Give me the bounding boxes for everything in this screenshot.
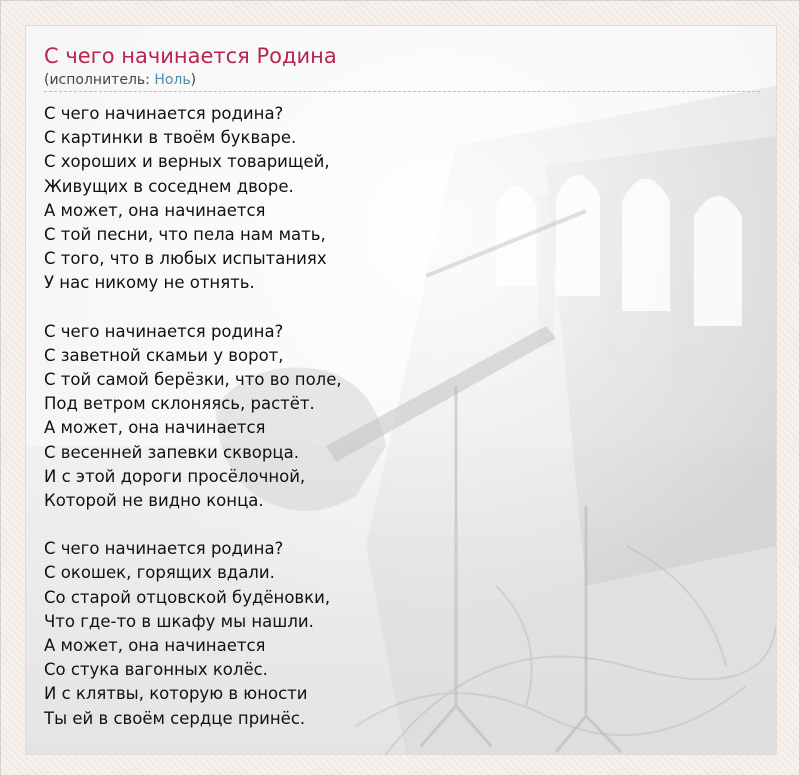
lyrics-card bbox=[25, 25, 777, 755]
performer-line bbox=[44, 72, 196, 88]
lyric-line: Что где-то в шкафу мы нашли. bbox=[44, 611, 314, 631]
stanza-1 bbox=[44, 102, 744, 296]
lyric-line: С того, что в любых испытаниях bbox=[44, 249, 327, 269]
lyric-line: С чего начинается родина? bbox=[44, 321, 284, 341]
performer-prefix: (исполнитель: bbox=[44, 72, 155, 88]
stanza-2 bbox=[44, 320, 744, 514]
lyric-line: Со стука вагонных колёс. bbox=[44, 660, 268, 680]
title-divider bbox=[44, 91, 760, 92]
stanza-3 bbox=[44, 537, 744, 731]
lyric-line: С картинки в твоём букваре. bbox=[44, 128, 297, 148]
lyric-line: С весенней запевки скворца. bbox=[44, 442, 299, 462]
lyric-line: С чего начинается родина? bbox=[44, 539, 284, 559]
lyric-line: С окошек, горящих вдали. bbox=[44, 563, 275, 583]
lyric-line: Под ветром склоняясь, растёт. bbox=[44, 394, 315, 414]
performer-link[interactable]: Ноль bbox=[154, 72, 191, 88]
lyric-line: И с этой дороги просёлочной, bbox=[44, 466, 306, 486]
lyric-line: А может, она начинается bbox=[44, 418, 266, 438]
lyric-line: Ты ей в своём сердце принёс. bbox=[44, 708, 306, 728]
lyric-line: А может, она начинается bbox=[44, 636, 266, 656]
lyric-line: С заветной скамьи у ворот, bbox=[44, 345, 284, 365]
performer-suffix: ) bbox=[190, 72, 197, 88]
song-title: С чего начинается Родина bbox=[44, 44, 337, 68]
lyric-line: Которой не видно конца. bbox=[44, 491, 264, 511]
lyric-line: У нас никому не отнять. bbox=[44, 273, 255, 293]
lyric-line: Живущих в соседнем дворе. bbox=[44, 176, 294, 196]
lyric-line: И с клятвы, которую в юности bbox=[44, 684, 308, 704]
lyric-line: А может, она начинается bbox=[44, 200, 266, 220]
lyric-line: Со старой отцовской будёновки, bbox=[44, 587, 331, 607]
lyric-line: С той песни, что пела нам мать, bbox=[44, 225, 326, 245]
lyrics-body bbox=[44, 102, 744, 755]
lyric-line: С хороших и верных товарищей, bbox=[44, 152, 330, 172]
lyric-line: С чего начинается родина? bbox=[44, 104, 284, 123]
lyric-line: С той самой берёзки, что во поле, bbox=[44, 370, 342, 390]
